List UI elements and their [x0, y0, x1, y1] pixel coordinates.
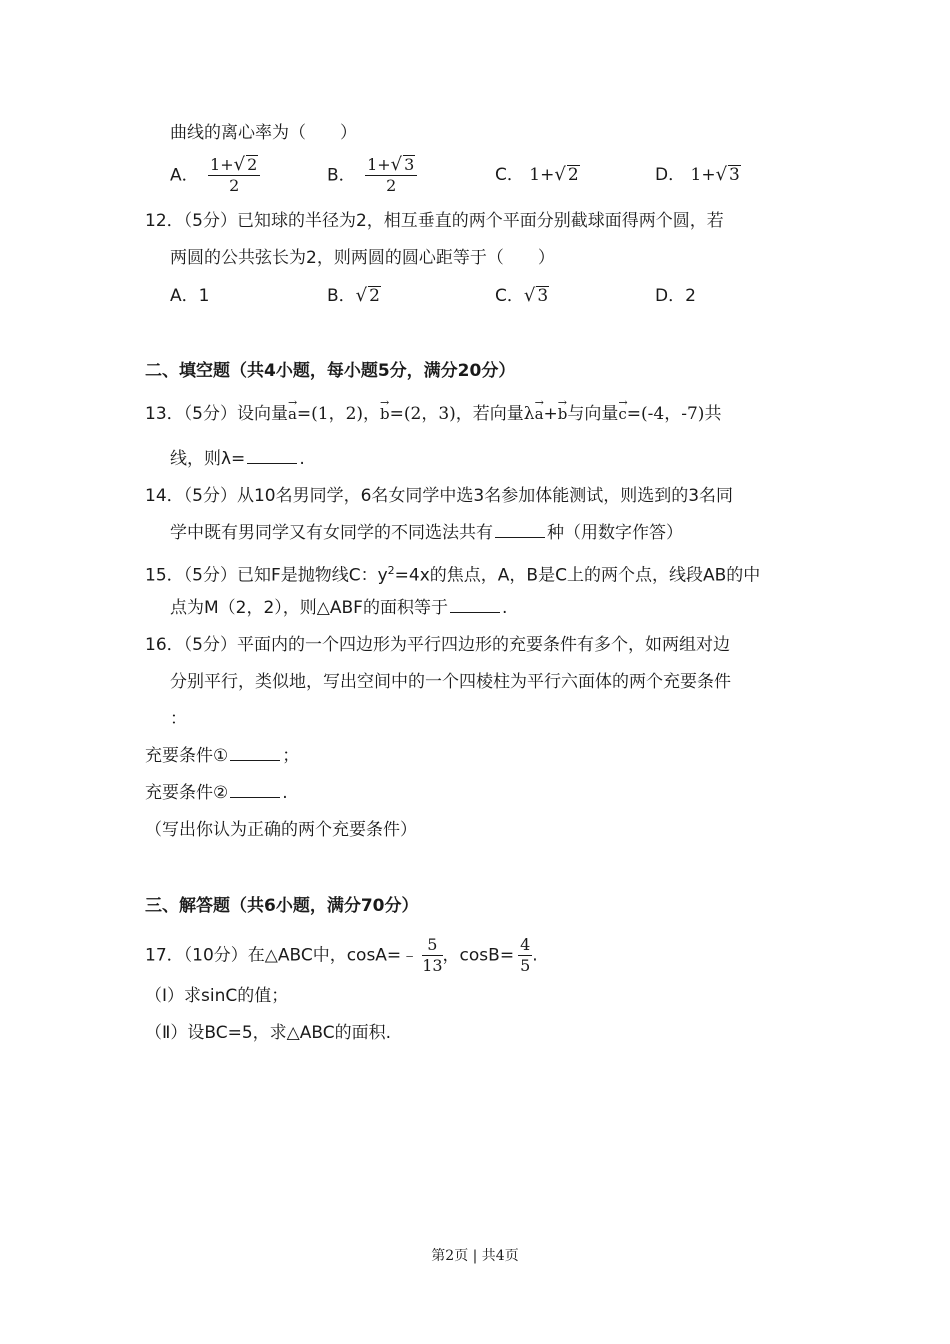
q17-end: . [532, 945, 538, 966]
radicand: 3 [404, 155, 415, 174]
condition-label: 充要条件① [145, 746, 229, 766]
vector-b-value: =(2，3)，若向量 [389, 404, 524, 424]
q12-option-b: B．√ 2 [327, 285, 380, 306]
q13-line2 [170, 448, 305, 470]
q11-option-c: C． 1+√ 2 [495, 164, 579, 185]
option-label: C． [495, 165, 524, 185]
answer-blank[interactable] [230, 746, 280, 761]
q11-option-d: D． 1+√ 3 [655, 164, 740, 185]
vector-a-value: =(1，2)， [296, 404, 381, 424]
vector-b: → b [380, 403, 390, 425]
q14-line2-text: 学中既有男同学又有女同学的不同选法共有 [170, 523, 493, 543]
q15-line1-a: 15．（5分）已知F是抛物线C：y [145, 565, 388, 586]
lambda-symbol: λ [523, 404, 535, 424]
q17-prefix: 17．（10分）在△ABC中，cosA=﹣ [145, 945, 419, 966]
q13-line2-text: 线，则λ= [170, 449, 246, 469]
fraction: $\frac{1+√ 3}{2}$ [365, 155, 417, 196]
option-prefix: 1+ [690, 165, 716, 185]
q14-line2-end: 种（用数字作答） [547, 523, 683, 543]
q13-mid: 与向量 [567, 404, 619, 424]
q14-line1: 14．（5分）从10名男同学，6名女同学中选3名参加体能测试，则选到的3名同 [145, 486, 734, 506]
option-label: C． [495, 286, 524, 306]
plus-sign: + [543, 404, 558, 424]
q15-line1 [145, 560, 760, 587]
page-footer: 第2页 | 共4页 [431, 1248, 519, 1264]
vector-c-value: =(-4，-7) [626, 404, 705, 424]
answer-blank[interactable] [495, 523, 545, 538]
condition-end: ； [282, 746, 300, 766]
fraction-den: 2 [386, 176, 397, 195]
fraction: $\frac{1+√ 2}{2}$ [208, 155, 260, 196]
radicand: 3 [537, 286, 549, 306]
q17-part-1: （Ⅰ）求sinC的值； [145, 986, 289, 1006]
option-label: D． [655, 286, 686, 306]
option-label: B． [327, 165, 356, 186]
q16-line3: ： [170, 709, 187, 729]
q13-end: 共 [704, 404, 722, 424]
q16-line2: 分别平行，类似地，写出空间中的一个四棱柱为平行六面体的两个充要条件 [170, 672, 731, 692]
q11-option-a [170, 155, 260, 196]
radicand: 2 [567, 165, 579, 185]
option-text: 2 [685, 286, 696, 306]
fraction-den: 13 [422, 956, 443, 975]
fraction-num: 1+ [210, 155, 234, 174]
option-text: 1 [198, 286, 210, 306]
vector-a: → a [535, 403, 544, 425]
q11-option-b [327, 155, 417, 196]
q16-condition-2 [145, 782, 288, 804]
option-label: B． [327, 286, 356, 306]
q16-condition-1 [145, 745, 299, 767]
q12-option-c: C．√ 3 [495, 285, 549, 306]
option-prefix: 1+ [529, 165, 555, 185]
q16-line1: 16．（5分）平面内的一个四边形为平行四边形的充要条件有多个，如两组对边 [145, 635, 730, 655]
vector-c: → c [618, 403, 626, 425]
q12-line2: 两圆的公共弦长为2，则两圆的圆心距等于（ ） [170, 248, 555, 268]
q13-line1 [145, 403, 721, 425]
q15-line1-b: =4x的焦点，A，B是C上的两个点，线段AB的中 [394, 565, 761, 586]
fraction-num: 4 [520, 935, 531, 954]
radicand: 3 [729, 165, 740, 185]
vector-b: → b [558, 403, 568, 425]
q12-option-d [655, 285, 696, 307]
fraction-cos-b [518, 935, 532, 976]
fraction-num: 1+ [367, 155, 391, 174]
radicand: 2 [247, 155, 258, 174]
exponent: 2 [387, 564, 395, 577]
radicand: 2 [369, 286, 380, 306]
condition-label: 充要条件② [145, 783, 229, 803]
section-heading-solve: 三、解答题（共6小题，满分70分） [145, 896, 419, 916]
fraction-cos-a [422, 935, 442, 976]
vector-a: → a [288, 403, 297, 425]
q15-line2-text: 点为M（2，2），则△ABF的面积等于 [170, 598, 448, 618]
option-label: A． [170, 165, 199, 186]
q17-mid: ，cosB= [442, 945, 515, 966]
q17-line1 [145, 935, 538, 976]
condition-end: . [282, 783, 288, 803]
q11-tail: 曲线的离心率为（ ） [170, 123, 357, 143]
answer-blank[interactable] [247, 449, 297, 464]
option-label: D． [655, 165, 686, 185]
q13-prefix: 13．（5分）设向量 [145, 404, 288, 424]
fraction-den: 2 [229, 176, 240, 195]
q14-line2 [170, 522, 683, 544]
q13-line2-end: . [299, 449, 305, 469]
section-heading-fill-in: 二、填空题（共4小题，每小题5分，满分20分） [145, 361, 516, 381]
q15-line2-end: . [501, 598, 508, 618]
q12-line1: 12．（5分）已知球的半径为2，相互垂直的两个平面分别截球面得两个圆，若 [145, 211, 724, 231]
q15-line2 [170, 597, 507, 619]
answer-blank[interactable] [230, 783, 280, 798]
q17-part-2: （Ⅱ）设BC=5，求△ABC的面积. [145, 1023, 392, 1043]
fraction-num: 5 [422, 935, 442, 956]
q16-note: （写出你认为正确的两个充要条件） [145, 820, 417, 840]
fraction-den: 5 [520, 956, 531, 975]
option-label: A． [170, 286, 199, 306]
answer-blank[interactable] [450, 598, 500, 613]
q12-option-a [170, 285, 209, 307]
